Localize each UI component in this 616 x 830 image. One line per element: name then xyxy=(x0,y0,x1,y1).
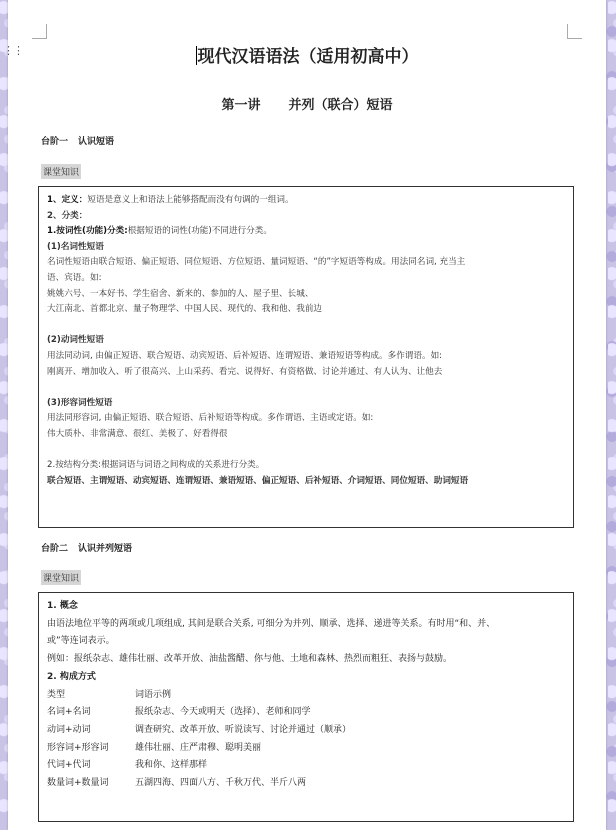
section-label-2: 课堂知识 xyxy=(41,570,81,585)
noun-phrase-text: 语、宾语。如: xyxy=(47,272,102,283)
step2-heading: 台阶二 认识并列短语 xyxy=(41,544,133,554)
concept-example: 例如：报纸杂志、雄伟壮丽、改革开放、油盐酱醋、你与他、土地和森林、热烈而粗狂、表扬与鼓励。 xyxy=(47,654,453,665)
noun-phrase-text: 名词性短语由联合短语、偏正短语、同位短语、方位短语、量词短语、“的”字短语等构成。用法同名词, 充当主 xyxy=(47,257,466,268)
table-row: 数量词+数量词 五湖四海、四面八方、千秋万代、半斤八两 xyxy=(47,778,307,789)
table-row: 动词+动词 调查研究、改革开放、听说读写、讨论并通过（顺承） xyxy=(47,724,352,735)
noun-phrase-examples: 大江南北、首都北京、量子物理学、中国人民、现代的、我和他、我前边 xyxy=(47,304,323,315)
struct-class-line: 2.按结构分类:根据词语与词语之间构成的关系进行分类。 xyxy=(47,460,265,471)
knowledge-box-2 xyxy=(38,592,574,822)
table-row: 名词+名词 报纸杂志、今天或明天（选择）、老师和同学 xyxy=(47,707,311,718)
text-cursor xyxy=(196,46,197,65)
document-page xyxy=(3,0,606,830)
knowledge-box-1 xyxy=(38,186,574,528)
definition-line: 1、定义：短语是意义上和语法上能够搭配而没有句调的一组词。 xyxy=(47,195,294,205)
classification-heading: 2、分类： xyxy=(47,210,88,221)
adj-phrase-heading: (3)形容词性短语 xyxy=(47,397,113,408)
margin-corner-top-right xyxy=(567,24,582,39)
verb-phrase-heading: (2)动词性短语 xyxy=(47,335,104,346)
section-label-1: 课堂知识 xyxy=(41,164,81,179)
table-header: 类型 词语示例 xyxy=(47,689,172,700)
adj-phrase-text: 用法同形容词, 由偏正短语、联合短语、后补短语等构成。多作谓语、主语或定语。如: xyxy=(47,413,374,424)
verb-phrase-text: 用法同动词, 由偏正短语、联合短语、动宾短语、后补短语、连谓短语、兼语短语等构成。多作谓语。如: xyxy=(47,350,443,361)
concept-text: 或”等连词表示。 xyxy=(47,636,115,647)
adj-phrase-examples: 伟大质朴、非常满意、很红、美极了、好看得很 xyxy=(47,428,228,439)
struct-class-list: 联合短语、主谓短语、动宾短语、连谓短语、兼语短语、偏正短语、后补短语、介词短语、同位短语、助词短语 xyxy=(47,475,469,486)
verb-phrase-examples: 刚离开、增加收入、听了很高兴、上山采药、看完、说得好、有资格做、讨论并通过、有人认为、让他去 xyxy=(47,366,443,377)
noun-phrase-examples: 姚姚六号、一本好书、学生宿舍、新来的、参加的人、屋子里、长城、 xyxy=(47,288,314,299)
step1-heading: 台阶一 认识短语 xyxy=(41,137,115,147)
document-title[interactable]: 现代汉语语法（适用初高中） xyxy=(197,47,419,67)
method-heading: 2. 构成方式 xyxy=(47,671,96,682)
concept-heading: 1. 概念 xyxy=(47,601,78,611)
margin-corner-top-left xyxy=(32,24,47,39)
noun-phrase-heading: (1)名词性短语 xyxy=(47,241,104,252)
func-class-line: 1.按词性(功能)分类:根据短语的词性(功能)不同进行分类。 xyxy=(47,226,272,237)
concept-text: 由语法地位平等的两项或几项组成, 其间是联合关系, 可细分为并列、顺承、选择、递进等关系。有时用“和、并、 xyxy=(47,618,496,629)
lecture-title: 第一讲 并列（联合）短语 xyxy=(221,98,393,113)
paragraph-drag-handle-icon[interactable]: ⋮⋮ xyxy=(3,44,23,57)
table-row: 形容词+形容词 雄伟壮丽、庄严肃穆、聪明美丽 xyxy=(47,742,262,753)
table-row: 代词+代词 我和你、这样那样 xyxy=(47,760,208,771)
